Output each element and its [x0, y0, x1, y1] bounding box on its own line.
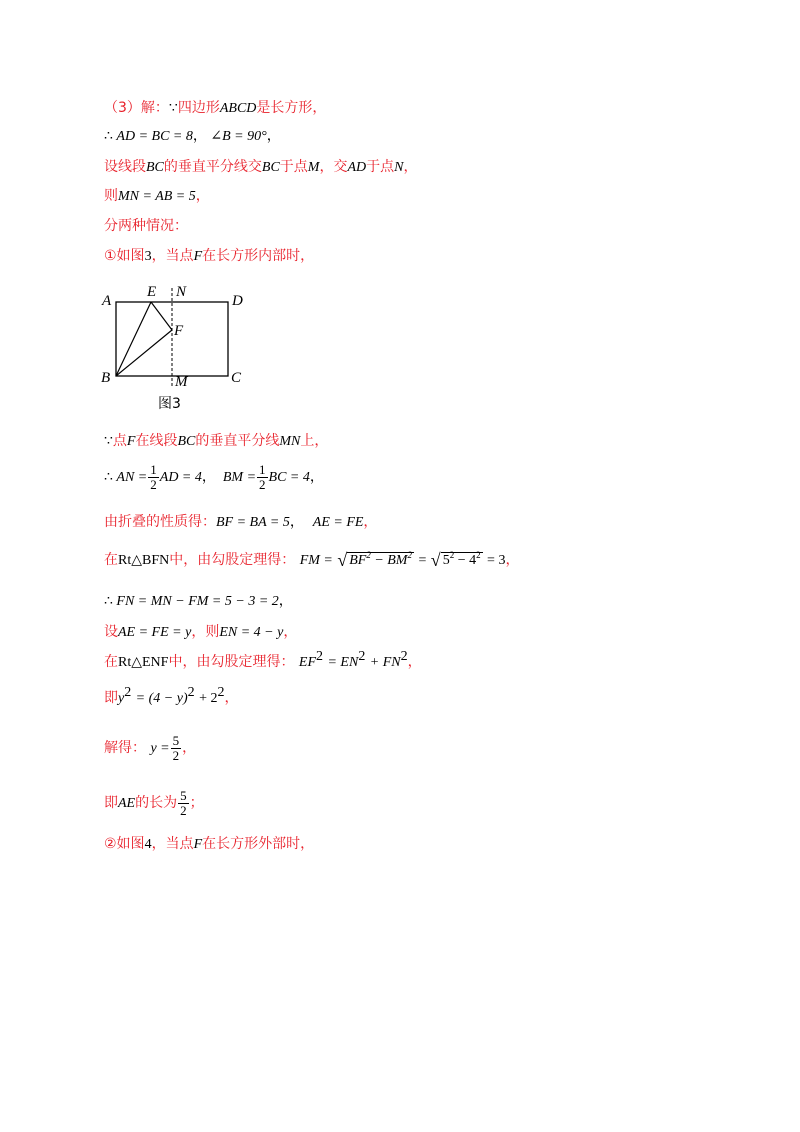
therefore-symbol: ∴ [104, 470, 113, 485]
text: 在长方形内部时， [202, 248, 315, 264]
math: FM = [299, 553, 333, 568]
figure-3-diagram [96, 280, 266, 415]
text: ①如图 [104, 248, 145, 264]
math: F [193, 837, 203, 852]
text: 的垂直平分线 [195, 433, 280, 449]
math: ∠B = 90° [210, 129, 267, 144]
punct: ， [182, 740, 197, 756]
math: BF = BA = 5 [216, 515, 290, 530]
text: 设线段 [104, 159, 146, 175]
exponent: 2 [316, 649, 324, 664]
label-d: D [232, 293, 243, 309]
math: FN = MN − FM = 5 − 3 = 2 [116, 594, 279, 609]
statement-line-14 [104, 685, 239, 709]
sqrt-radicand-1 [347, 552, 414, 569]
math: Rt△BFN [118, 553, 170, 568]
statement-line-9 [104, 512, 377, 533]
text: ， [403, 159, 418, 175]
exponent: 2 [217, 685, 225, 700]
fraction-half [148, 463, 159, 492]
text: ，当点 [151, 248, 194, 264]
text: 在线段 [135, 433, 178, 449]
math: − BM [374, 553, 408, 568]
math: AN = [116, 470, 148, 485]
statement-line-12 [104, 622, 297, 643]
math: EN = 4 − y [219, 625, 284, 640]
label-b: B [101, 370, 111, 386]
text: 中，由勾股定理得： [168, 654, 295, 670]
fraction-half-2 [257, 463, 268, 492]
exponent: 2 [407, 550, 412, 560]
text: 解得： [104, 740, 146, 756]
segment-be [116, 302, 151, 376]
math: 5 [442, 553, 450, 568]
text: ②如图 [104, 836, 145, 852]
math: = (4 − y) [135, 691, 188, 706]
math: = EN [327, 655, 359, 670]
math: BC [177, 434, 196, 449]
text: ，则 [191, 624, 220, 640]
exponent: 2 [449, 550, 455, 560]
exponent: 2 [400, 649, 408, 664]
denominator: 2 [259, 477, 266, 493]
math: AE [118, 796, 136, 811]
text: 由折叠的性质得： [104, 514, 216, 530]
sqrt-radicand-2 [441, 552, 483, 569]
solution-heading [104, 98, 326, 119]
text: 在 [104, 654, 118, 670]
text: 分两种情况： [104, 218, 188, 234]
math: AD = 4 [159, 470, 202, 485]
math: N [394, 160, 404, 175]
case-two-heading [104, 834, 314, 855]
text: 在长方形外部时， [202, 836, 315, 852]
separator: ， [192, 129, 207, 144]
punct: ， [283, 624, 298, 640]
statement-line-4 [104, 186, 210, 207]
text: ，当点 [151, 836, 194, 852]
statement-line-5 [104, 216, 188, 236]
because-symbol: ∵ [168, 101, 178, 116]
segment-bf [116, 330, 172, 376]
punct: ， [363, 514, 378, 530]
math: AE = FE = y [118, 625, 192, 640]
separator: ， [289, 515, 304, 530]
math: 3 [144, 249, 152, 264]
label-a: A [102, 293, 112, 309]
text: 于点 [279, 159, 308, 175]
sqrt-sign: √ [337, 550, 348, 570]
math: BC = 4 [268, 470, 310, 485]
exponent: 2 [358, 649, 366, 664]
case-one-heading [104, 246, 314, 267]
because-symbol: ∵ [104, 434, 113, 449]
label-e: E [147, 284, 157, 300]
punct: ， [309, 470, 324, 485]
statement-line-16 [104, 788, 204, 819]
punct: ， [278, 594, 293, 609]
text: 是长方形， [256, 100, 327, 116]
statement-line-10 [104, 550, 519, 571]
math: AE = FE [312, 515, 364, 530]
text: 即 [104, 690, 118, 706]
exponent: 2 [124, 685, 132, 700]
separator: ， [201, 470, 216, 485]
exponent: 2 [187, 685, 195, 700]
part-label: （3）解： [104, 100, 169, 116]
exponent: 2 [366, 550, 371, 560]
equation-line-8 [104, 463, 324, 493]
statement-line-15 [104, 733, 196, 764]
equation-line-2 [104, 127, 281, 147]
math: − 4 [457, 553, 477, 568]
numerator: 1 [259, 462, 266, 478]
math: BF [349, 553, 367, 568]
equation-line-11 [104, 592, 293, 612]
math: y [118, 691, 125, 706]
math: BC [261, 160, 280, 175]
punct: ， [266, 129, 281, 144]
text: 四边形 [177, 100, 220, 116]
math: Rt△ENF [118, 655, 169, 670]
exponent: 2 [476, 550, 481, 560]
punct: ， [407, 654, 422, 670]
math: F [193, 249, 203, 264]
math: AD [347, 160, 367, 175]
text: 中，由勾股定理得： [169, 552, 296, 568]
therefore-symbol: ∴ [104, 129, 113, 144]
math: MN [279, 434, 301, 449]
fraction-five-halves [171, 734, 182, 763]
math: y = [150, 741, 170, 756]
segment-ef [151, 302, 172, 330]
math: + FN [369, 655, 401, 670]
math: M [307, 160, 320, 175]
math: EF [298, 655, 317, 670]
text: 的长为 [135, 795, 178, 811]
numerator: 1 [150, 462, 157, 478]
statement-line-13 [104, 649, 422, 673]
math: = [418, 553, 427, 568]
denominator: 2 [172, 747, 180, 763]
text: 上， [300, 433, 329, 449]
numerator: 5 [180, 787, 187, 803]
label-c: C [231, 370, 242, 386]
punct: ， [505, 552, 520, 568]
label-n: N [176, 284, 187, 300]
statement-line-3 [104, 157, 417, 178]
text: 则 [104, 188, 118, 204]
text: 的垂直平分线交 [163, 159, 262, 175]
math: MN = AB = 5 [118, 189, 196, 204]
statement-line-7 [104, 431, 328, 452]
denominator: 2 [150, 477, 157, 493]
math: + 2 [199, 691, 218, 706]
numerator: 5 [172, 732, 180, 748]
text: 即 [104, 795, 118, 811]
math: AD = BC = 8 [116, 129, 193, 144]
punct: ， [224, 690, 239, 706]
punct: ， [195, 188, 210, 204]
sqrt-sign: √ [430, 550, 441, 570]
math: F [126, 434, 136, 449]
math: 4 [144, 837, 152, 852]
text: 在 [104, 552, 118, 568]
math: ABCD [219, 101, 257, 116]
text: 于点 [366, 159, 395, 175]
math: = 3 [487, 553, 506, 568]
punct: ； [189, 795, 204, 811]
math: BM = [222, 470, 257, 485]
text: ，交 [319, 159, 348, 175]
fraction-ae-length [178, 789, 189, 818]
label-f: F [174, 323, 184, 339]
figure-caption: 图3 [158, 396, 181, 412]
denominator: 2 [180, 802, 187, 818]
text: 设 [104, 624, 118, 640]
math: BC [146, 160, 164, 175]
therefore-symbol: ∴ [104, 594, 113, 609]
text: 点 [112, 433, 127, 449]
label-m: M [175, 374, 188, 390]
